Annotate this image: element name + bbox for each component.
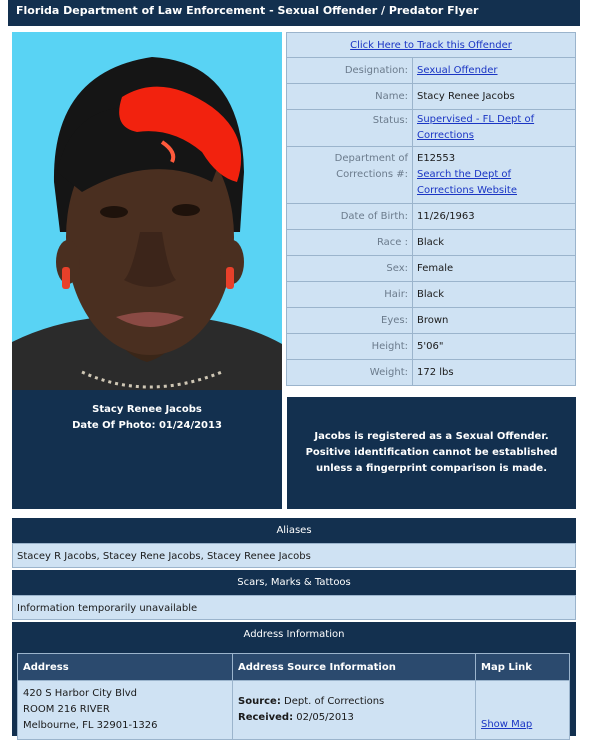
received-value: 02/05/2013 bbox=[296, 712, 354, 723]
dob-value: 11/26/1963 bbox=[413, 204, 576, 230]
doc-number: E12553 bbox=[417, 153, 456, 164]
status-label: Status: bbox=[287, 110, 413, 147]
source-value: Dept. of Corrections bbox=[284, 696, 385, 707]
track-offender-link[interactable]: Click Here to Track this Offender bbox=[350, 39, 512, 51]
address-table bbox=[17, 653, 570, 740]
scars-heading: Scars, Marks & Tattoos bbox=[12, 570, 576, 595]
map-cell bbox=[476, 681, 570, 740]
designation-label: Designation: bbox=[287, 58, 413, 84]
weight-value: 172 lbs bbox=[413, 360, 576, 386]
name-row bbox=[287, 84, 576, 110]
identification-notice bbox=[287, 397, 576, 509]
height-row bbox=[287, 334, 576, 360]
address-line-3: Melbourne, FL 32901-1326 bbox=[23, 720, 158, 731]
eyes-label: Eyes: bbox=[287, 308, 413, 334]
received-label: Received: bbox=[238, 712, 294, 723]
notice-line-2: Positive identification cannot be established unless a fingerprint comparison is made. bbox=[305, 447, 558, 474]
address-cell bbox=[18, 681, 233, 740]
aliases-text: Stacey R Jacobs, Stacey Rene Jacobs, Stacey Renee Jacobs bbox=[12, 543, 576, 568]
source-col-header: Address Source Information bbox=[233, 654, 476, 681]
show-map-link[interactable]: Show Map bbox=[481, 719, 533, 730]
doc-row bbox=[287, 147, 576, 204]
address-section bbox=[12, 622, 576, 647]
weight-label: Weight: bbox=[287, 360, 413, 386]
photo-name: Stacy Renee Jacobs bbox=[92, 404, 202, 415]
designation-link[interactable]: Sexual Offender bbox=[417, 65, 498, 76]
status-row bbox=[287, 110, 576, 147]
aliases-section bbox=[12, 518, 576, 568]
sex-label: Sex: bbox=[287, 256, 413, 282]
race-label: Race : bbox=[287, 230, 413, 256]
photo-caption bbox=[12, 402, 282, 434]
weight-row bbox=[287, 360, 576, 386]
address-header-row bbox=[18, 654, 570, 681]
map-col-header: Map Link bbox=[476, 654, 570, 681]
address-heading: Address Information bbox=[12, 622, 576, 647]
photo-panel bbox=[12, 32, 282, 509]
doc-label: Department of Corrections #: bbox=[287, 147, 413, 204]
sex-row bbox=[287, 256, 576, 282]
name-label: Name: bbox=[287, 84, 413, 110]
dob-row bbox=[287, 204, 576, 230]
doc-search-link[interactable]: Search the Dept of Corrections Website bbox=[417, 169, 517, 196]
portrait-image bbox=[12, 32, 282, 390]
track-row bbox=[287, 33, 576, 58]
height-label: Height: bbox=[287, 334, 413, 360]
source-label: Source: bbox=[238, 696, 281, 707]
name-value: Stacy Renee Jacobs bbox=[413, 84, 576, 110]
scars-section bbox=[12, 570, 576, 620]
address-col-header: Address bbox=[18, 654, 233, 681]
address-row bbox=[18, 681, 570, 740]
offender-photo bbox=[12, 32, 282, 390]
sex-value: Female bbox=[413, 256, 576, 282]
offender-details-table bbox=[286, 32, 576, 386]
race-row bbox=[287, 230, 576, 256]
race-value: Black bbox=[413, 230, 576, 256]
source-cell bbox=[233, 681, 476, 740]
status-link[interactable]: Supervised - FL Dept of Corrections bbox=[417, 114, 535, 141]
height-value: 5'06" bbox=[413, 334, 576, 360]
hair-row bbox=[287, 282, 576, 308]
notice-line-1: Jacobs is registered as a Sexual Offender. bbox=[314, 431, 549, 442]
eyes-row bbox=[287, 308, 576, 334]
scars-text: Information temporarily unavailable bbox=[12, 595, 576, 620]
designation-row bbox=[287, 58, 576, 84]
address-line-1: 420 S Harbor City Blvd bbox=[23, 688, 137, 699]
hair-value: Black bbox=[413, 282, 576, 308]
aliases-heading: Aliases bbox=[12, 518, 576, 543]
page-header: Florida Department of Law Enforcement - Sexual Offender / Predator Flyer bbox=[8, 0, 580, 26]
eyes-value: Brown bbox=[413, 308, 576, 334]
photo-date: Date Of Photo: 01/24/2013 bbox=[72, 420, 222, 431]
address-line-2: ROOM 216 RIVER bbox=[23, 704, 110, 715]
hair-label: Hair: bbox=[287, 282, 413, 308]
dob-label: Date of Birth: bbox=[287, 204, 413, 230]
